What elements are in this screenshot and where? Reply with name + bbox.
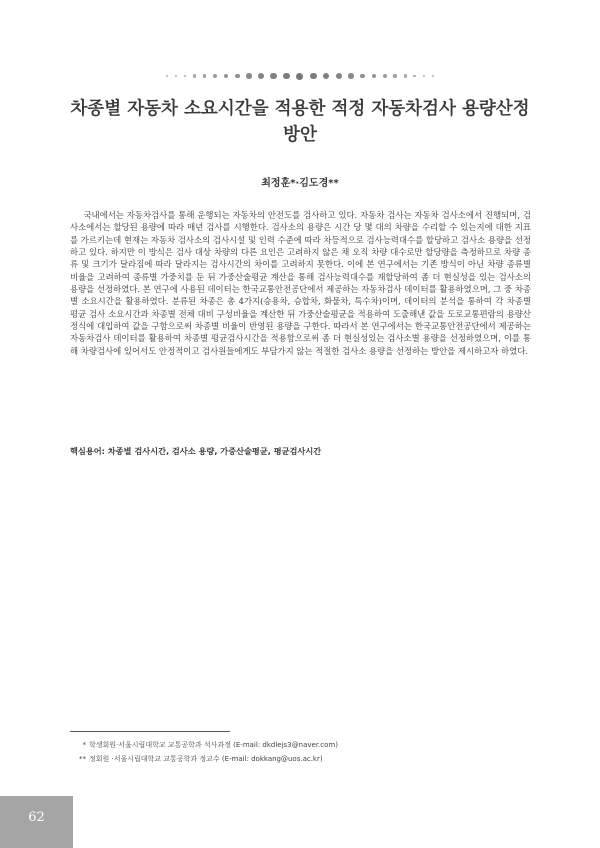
page-number-tab bbox=[0, 796, 73, 848]
divider-dot bbox=[372, 74, 377, 79]
divider-dot bbox=[432, 75, 434, 77]
divider-dot bbox=[235, 74, 240, 79]
divider-dot bbox=[224, 74, 229, 79]
divider-dot bbox=[246, 73, 251, 78]
footnote-text: 학생회원·서울시립대학교 교통공학과 석사과정 (E-mail: dkdlejs3@naver.com) bbox=[89, 741, 338, 749]
footnote-text: 정회원 ·서울시립대학교 교통공학과 정교수 (E-mail: dokkang@uos.ac.kr) bbox=[89, 755, 323, 763]
divider-dot bbox=[413, 75, 416, 78]
footnote-rule bbox=[70, 731, 230, 732]
footnote-mark: ** bbox=[79, 755, 86, 763]
footnote-mark: * bbox=[82, 741, 86, 749]
page-number: 62 bbox=[28, 810, 45, 825]
divider-dot bbox=[270, 73, 276, 79]
authors: 최정훈*·김도경** bbox=[261, 178, 339, 189]
divider-dot bbox=[323, 73, 329, 79]
footnotes bbox=[70, 738, 530, 766]
title-line-1: 차종별 자동차 소요시간을 적용한 적정 자동차검사 용량산정 bbox=[70, 99, 530, 119]
divider-dot bbox=[336, 73, 342, 79]
divider-dot bbox=[166, 75, 168, 77]
title-line-2: 방안 bbox=[283, 125, 317, 145]
divider-dot bbox=[423, 75, 425, 77]
divider-dot bbox=[175, 75, 177, 77]
divider-dot bbox=[213, 74, 217, 78]
divider-dot bbox=[296, 73, 303, 80]
divider-dot bbox=[258, 73, 264, 79]
divider-dot bbox=[310, 73, 317, 80]
keywords: 핵심용어: 차종별 검사시간, 검사소 용량, 가중산술평균, 평균검사시간 bbox=[70, 446, 322, 456]
divider-dot bbox=[348, 73, 353, 78]
divider-dot bbox=[383, 74, 387, 78]
divider-dot bbox=[184, 75, 187, 78]
abstract-text: 국내에서는 자동차검사를 통해 운행되는 자동차의 안전도를 검사하고 있다. 자동차 검사는 자동차 검사소에서 진행되며, 검사소에서는 할당된 용량에 따라 매년 검사를 시행한다. 검사소의 용량은 시간 당 몇 대의 차량을 수리할 수 있는지에 대한 지표를 가르키는데 현재는 자동차 검사소의 검사시설 및 인력 수준에 따라 차등적으로 검사능력대수를 할당하고 검사소 용량을 선정하고 있다. 하지만 이 방식은 검사 대상 차량의 다른 요인은 고려하지 않은 채 오직 차량 대수로만 할당량을 측정하므로 차량 종류 및 크기가 달라짐에 따라 달라지는 검사시간의 차이를 고려하지 못한다. 이에 본 연구에서는 기존 방식이 아닌 차량 종류별 비율을 고려하여 종류별 가중치를 둔 뒤 가중산술평균 계산을 통해 검사능력대수를 재할당하여 좀 더 현실성을 있는 검사소의 용량을 선정하였다. 본 연구에 사용된 데이터는 한국교통안전공단에서 제공하는 자동차검사 데이터를 활용하였으며, 그 중 차종별 소요시간을 활용하였다. 분류된 차종은 총 4가지(승용차, 승합차, 화물차, 특수차)이며, 데이터의 분석을 통하여 각 차종별 평균 검사 소요시간과 차종별 전체 대비 구성비율을 계산한 뒤 가중산술평균을 적용하여 도출해낸 값을 도로교통편람의 용량산정식에 대입하여 값을 구함으로써 차종별 비율이 반영된 용량을 구한다. 따라서 본 연구에서는 한국교통안전공단에서 제공하는 자동차검사 데이터를 활용하여 차종별 평균검사시간을 적용함으로써 좀 더 현실성있는 검사소별 용량을 선정하였으며, 이를 통해 차량검사에 있어서도 안정적이고 검사원들에게도 부담가지 않는 적절한 검사소 용량을 선정하는 방안을 제시하고자 하였다. bbox=[70, 210, 531, 356]
divider-dot bbox=[404, 74, 407, 77]
divider-dot bbox=[360, 74, 365, 79]
divider-dot bbox=[283, 73, 290, 80]
divider-dot bbox=[193, 74, 196, 77]
footnote-1 bbox=[70, 738, 530, 752]
divider-dot bbox=[393, 74, 397, 78]
abstract bbox=[70, 209, 531, 357]
divider-dot bbox=[203, 74, 207, 78]
footnote-2 bbox=[70, 752, 530, 766]
paper-title bbox=[40, 96, 560, 148]
decorative-dot-divider bbox=[166, 70, 434, 82]
